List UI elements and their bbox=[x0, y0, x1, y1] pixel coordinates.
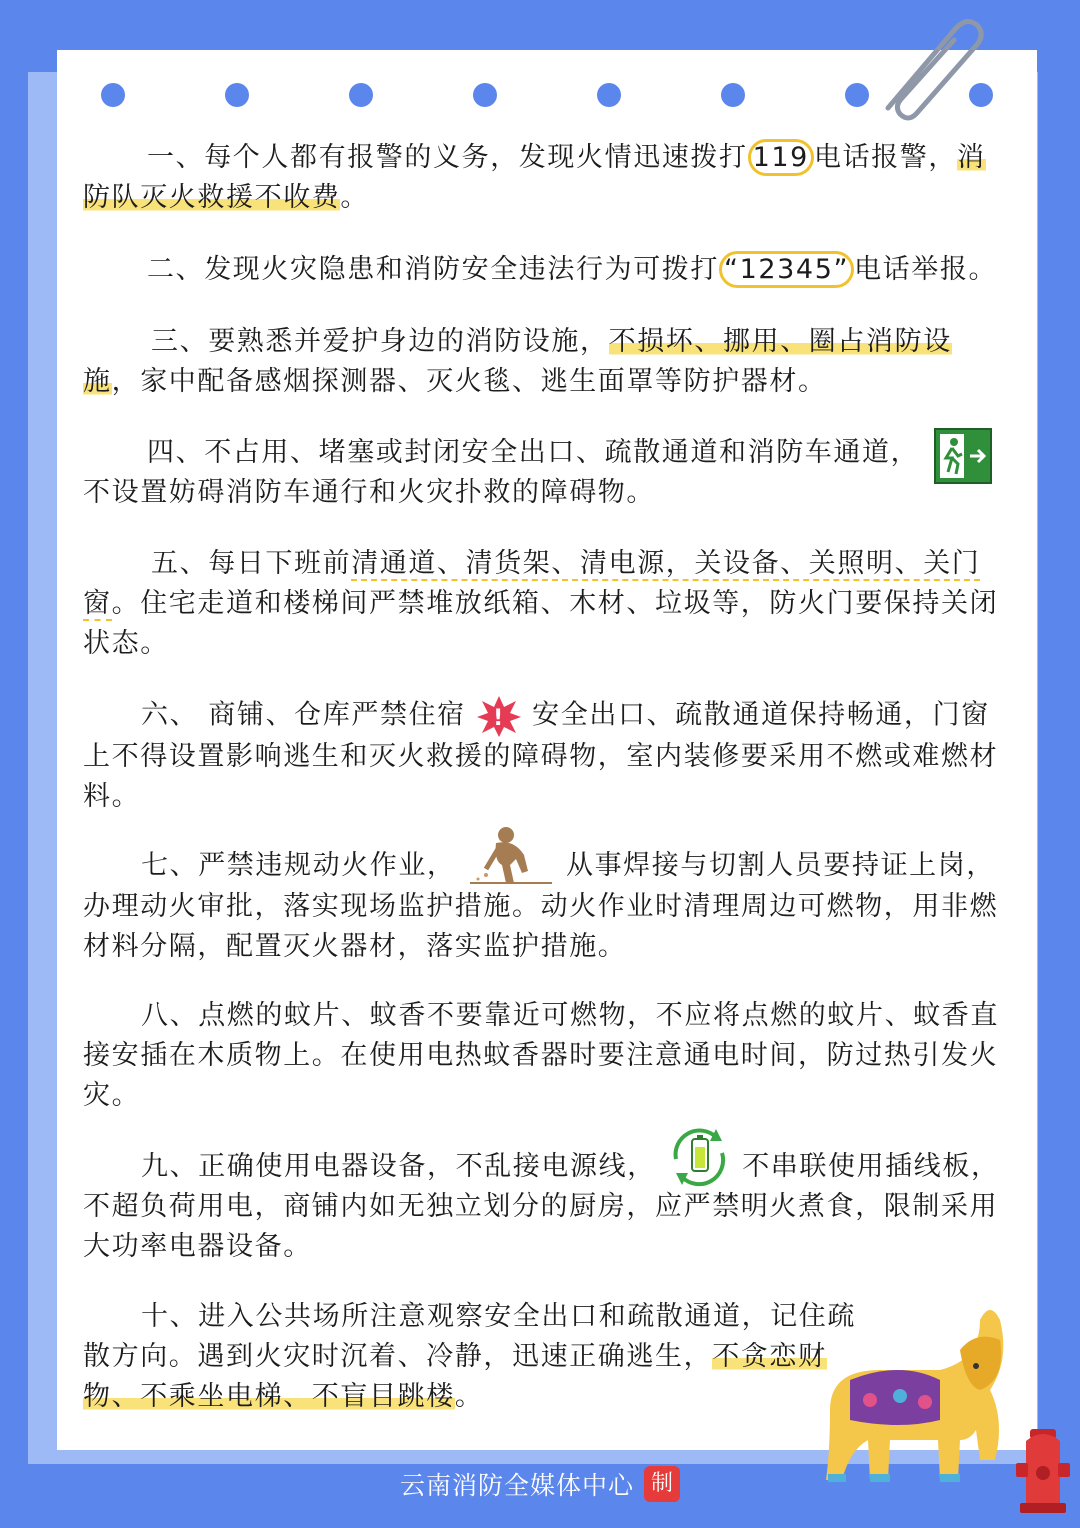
rule-2-text-2: 电话举报。 bbox=[854, 254, 998, 285]
rule-10 bbox=[83, 1297, 883, 1417]
emergency-number-119: 119 bbox=[748, 139, 814, 176]
rule-1-end: 。 bbox=[340, 182, 370, 213]
rule-10-text: 十、进入公共场所注意观察安全出口和疏散通道，记住疏散方向。遇到火灾时沉着、冷静，迅速正确逃生， bbox=[83, 1301, 856, 1372]
rule-9-text-2: 不串联使用插线板，不超负荷用电，商铺内如无独立划分的厨房，应严禁明火煮食，限制采用大功率电器设备。 bbox=[83, 1151, 1000, 1262]
rule-4-text-2: 不设置妨碍消防车通行和火灾扑救的障碍物。 bbox=[83, 477, 655, 508]
rule-7-text: 七、严禁违规动火作业， bbox=[141, 850, 456, 881]
binder-hole bbox=[349, 83, 373, 107]
binder-hole bbox=[597, 83, 621, 107]
footer-badge: 制 bbox=[644, 1466, 680, 1502]
warning-burst-icon bbox=[476, 695, 522, 737]
rule-9-text: 九、正确使用电器设备，不乱接电源线， bbox=[141, 1151, 656, 1182]
report-number-12345: “12345” bbox=[719, 251, 854, 288]
svg-text:!: ! bbox=[493, 706, 505, 731]
paperclip-icon bbox=[868, 8, 988, 128]
rule-2 bbox=[83, 250, 1007, 290]
rule-1-highlight: 消防队灭火救援不收费 bbox=[83, 142, 986, 213]
rule-3-text: 三、要熟悉并爱护身边的消防设施， bbox=[151, 326, 609, 357]
battery-recycle-icon bbox=[666, 1125, 732, 1187]
rule-7-text-2: 从事焊接与切割人员要持证上岗，办理动火审批，落实现场监护措施。动火作业时清理周边可燃物，用非燃材料分隔，配置灭火器材，落实监护措施。 bbox=[83, 850, 999, 962]
emergency-exit-icon bbox=[934, 428, 992, 484]
binder-hole bbox=[473, 83, 497, 107]
rule-8 bbox=[83, 996, 1007, 1116]
rule-8-text: 八、点燃的蚊片、蚊香不要靠近可燃物，不应将点燃的蚊片、蚊香直接安插在木质物上。在使用电热蚊香器时要注意通电时间，防过热引发火灾。 bbox=[83, 1000, 999, 1111]
rule-6 bbox=[83, 695, 1007, 817]
rule-3-text-2: ，家中配备感烟探测器、灭火毯、逃生面罩等防护器材。 bbox=[111, 366, 827, 397]
welder-icon bbox=[466, 825, 556, 887]
rule-6-text: 六、 商铺、仓库严禁住宿 bbox=[141, 699, 466, 731]
rule-10-highlight: 不贪恋财物、不乘坐电梯、不盲目跳楼 bbox=[83, 1341, 827, 1412]
rule-2-text: 二、发现火灾隐患和消防安全违法行为可拨打 bbox=[147, 254, 719, 285]
footer-credit-text: 云南消防全媒体中心 bbox=[399, 1471, 634, 1500]
rule-10-end: 。 bbox=[454, 1381, 484, 1412]
rule-1 bbox=[83, 138, 1007, 218]
rule-4-text: 四、不占用、堵塞或封闭安全出口、疏散通道和消防车通道， bbox=[147, 437, 920, 468]
rule-5-text-2: 。住宅走道和楼梯间严禁堆放纸箱、木材、垃圾等，防火门要保持关闭状态。 bbox=[83, 588, 999, 659]
binder-hole bbox=[721, 83, 745, 107]
binder-hole bbox=[845, 83, 869, 107]
footer-credit bbox=[0, 1466, 1080, 1518]
rule-5-emphasis: 清通道、清货架、清电源，关设备、关照明、关门窗 bbox=[83, 548, 981, 619]
binder-hole bbox=[101, 83, 125, 107]
rule-1-text-2: 电话报警， bbox=[813, 142, 957, 173]
rule-3 bbox=[83, 322, 1007, 402]
rule-4 bbox=[83, 433, 923, 513]
rule-9 bbox=[83, 1147, 1007, 1267]
rule-5-text: 五、每日下班前 bbox=[151, 548, 352, 579]
rule-1-text: 一、每个人都有报警的义务，发现火情迅速拨打 bbox=[147, 142, 748, 173]
rule-6-text-2: 安全出口、疏散通道保持畅通，门窗上不得设置影响逃生和灭火救援的障碍物，室内装修要采用不燃或难燃材料。 bbox=[83, 699, 999, 812]
rule-3-highlight: 不损坏、挪用、圈占消防设施 bbox=[83, 326, 952, 397]
notice-sheet bbox=[57, 50, 1037, 1450]
rule-5 bbox=[83, 544, 1007, 664]
rule-7 bbox=[83, 846, 1007, 967]
binder-hole bbox=[225, 83, 249, 107]
